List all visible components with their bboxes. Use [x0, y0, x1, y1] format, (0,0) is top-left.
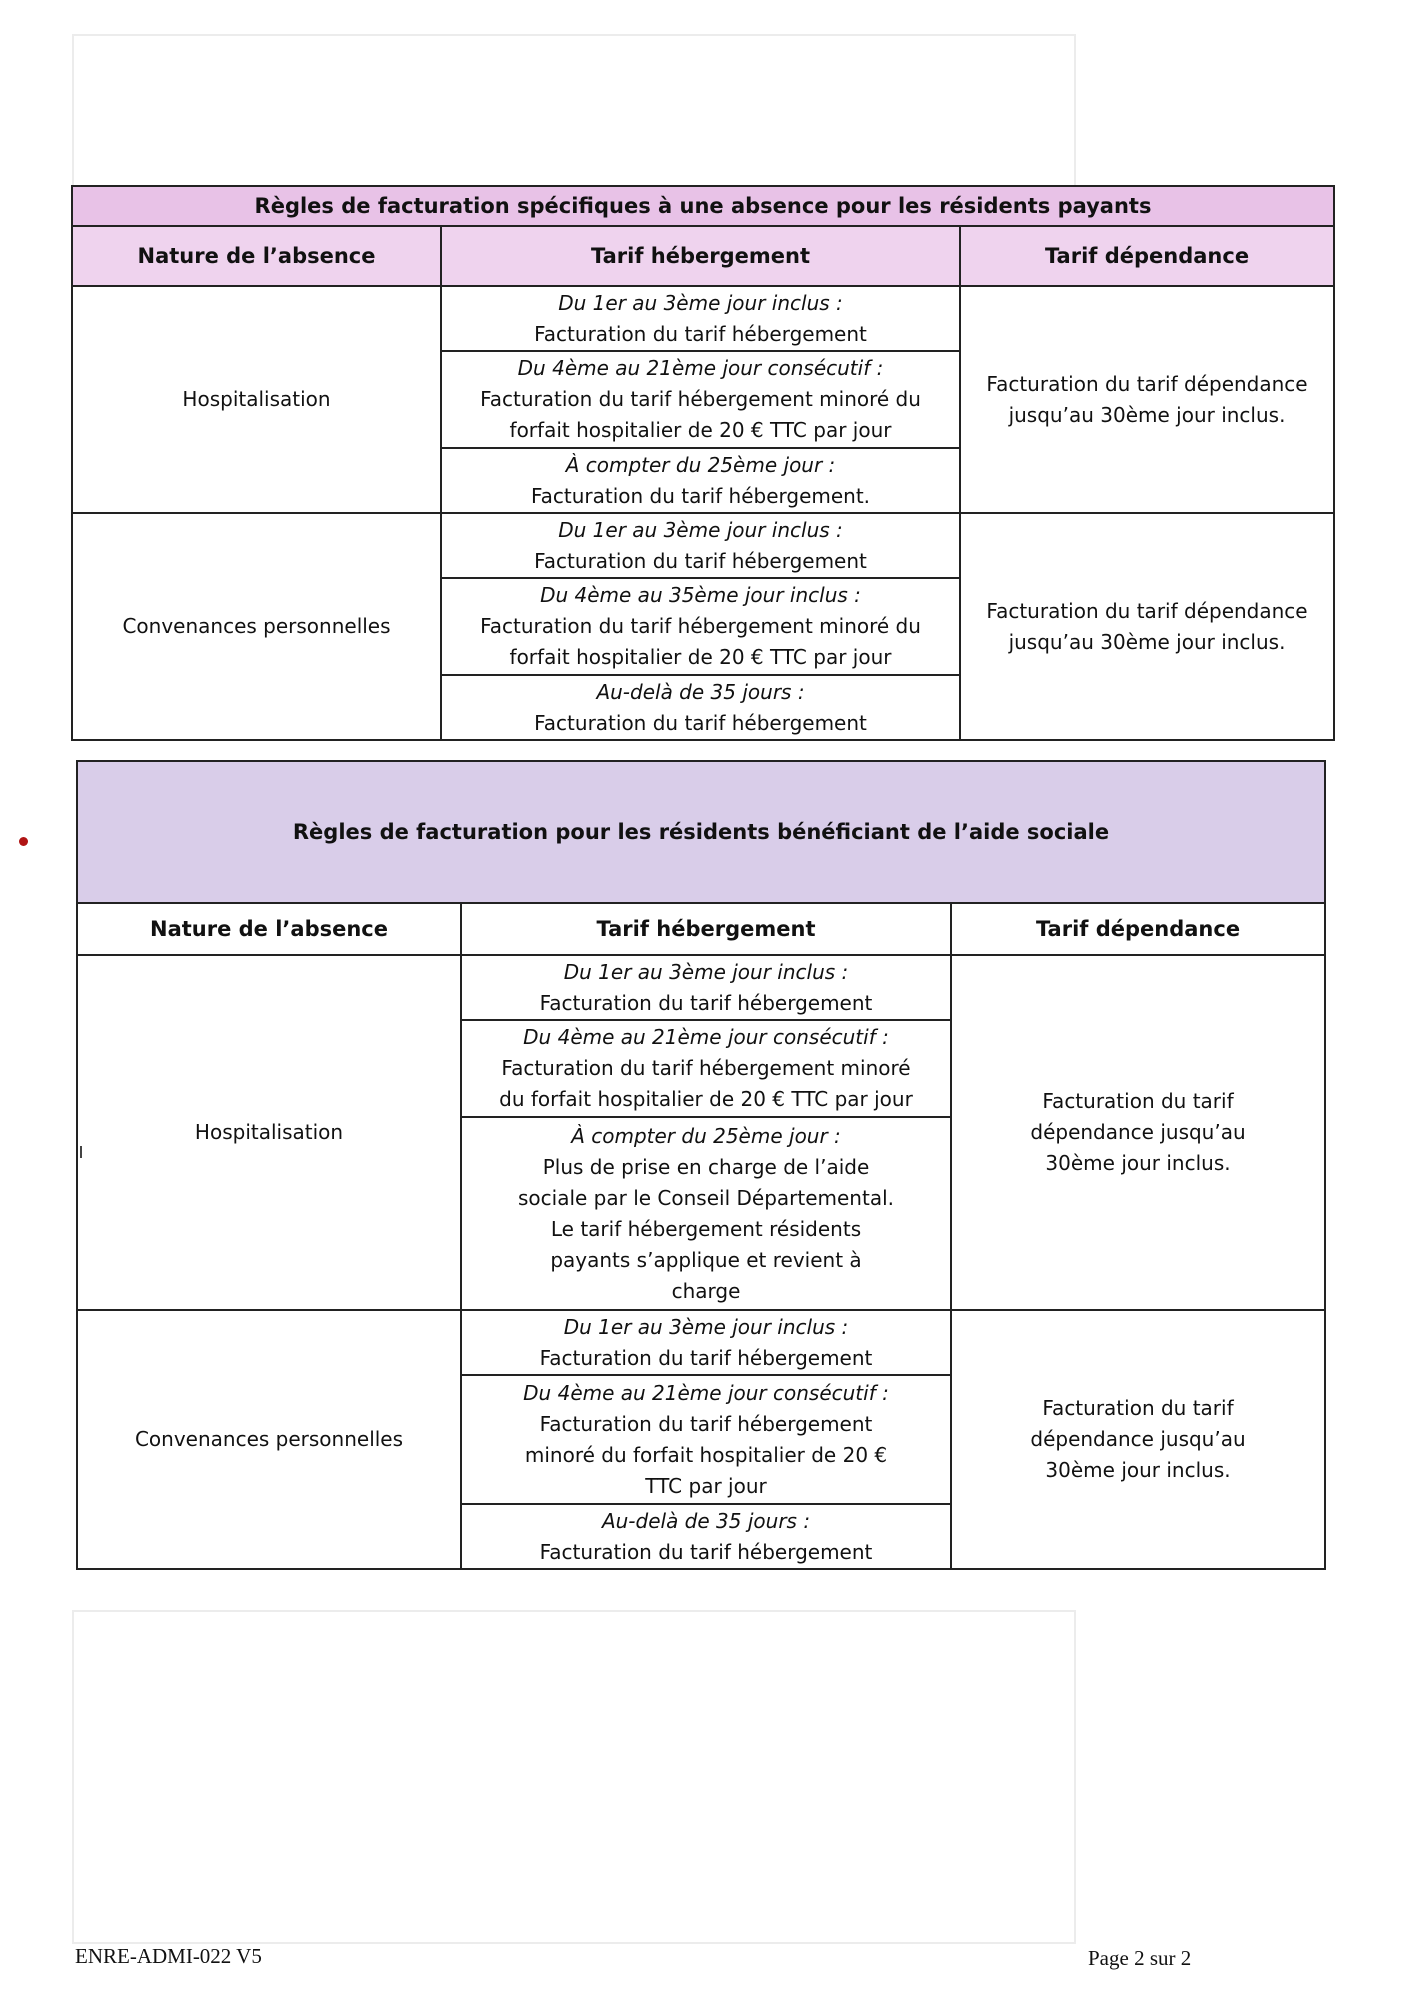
- show-through-header-box: [72, 34, 1076, 188]
- conv-period-2: Du 4ème au 21ème jour consécutif : Facturation du tarif hébergement minoré du forfait hospitalier de 20 € TTC par jour: [461, 1375, 951, 1504]
- billing-rules-social-aid-table: [76, 760, 1326, 1570]
- hosp-period-1: Du 1er au 3ème jour inclus : Facturation du tarif hébergement: [441, 286, 960, 351]
- conv-period-2: Du 4ème au 35ème jour inclus : Facturation du tarif hébergement minoré du forfait hospitalier de 20 € TTC par jour: [441, 578, 960, 675]
- conv-period-1: Du 1er au 3ème jour inclus : Facturation du tarif hébergement: [441, 513, 960, 578]
- column-header-accommodation-rate: Tarif hébergement: [461, 903, 951, 955]
- column-header-dependency-rate: Tarif dépendance: [951, 903, 1325, 955]
- hosp-period-2: Du 4ème au 21ème jour consécutif : Facturation du tarif hébergement minoré du forfait hospitalier de 20 € TTC par jour: [461, 1020, 951, 1117]
- conv-period-3: Au-delà de 35 jours : Facturation du tarif hébergement: [441, 675, 960, 740]
- billing-rules-paying-residents-table: [71, 185, 1335, 741]
- hosp-dependency-rule: Facturation du tarif dépendance jusqu’au 30ème jour inclus.: [951, 955, 1325, 1310]
- column-header-accommodation-rate: Tarif hébergement: [441, 226, 960, 286]
- row-label-hospitalisation: Hospitalisation: [77, 955, 461, 1310]
- scan-dot-mark: [19, 837, 28, 846]
- hosp-period-1: Du 1er au 3ème jour inclus : Facturation du tarif hébergement: [461, 955, 951, 1020]
- column-header-dependency-rate: Tarif dépendance: [960, 226, 1334, 286]
- row-label-personal-leave: Convenances personnelles: [77, 1310, 461, 1569]
- table-title: Règles de facturation pour les résidents bénéficiant de l’aide sociale: [77, 761, 1325, 903]
- row-label-hospitalisation: Hospitalisation: [72, 286, 441, 513]
- show-through-lower-box: [72, 1610, 1076, 1944]
- hosp-period-3: À compter du 25ème jour : Facturation du tarif hébergement.: [441, 448, 960, 513]
- conv-period-1: Du 1er au 3ème jour inclus : Facturation du tarif hébergement: [461, 1310, 951, 1375]
- hosp-period-2: Du 4ème au 21ème jour consécutif : Facturation du tarif hébergement minoré du forfait hospitalier de 20 € TTC par jour: [441, 351, 960, 448]
- row-label-personal-leave: Convenances personnelles: [72, 513, 441, 740]
- scan-tick-mark: [80, 1146, 82, 1158]
- page-number: Page 2 sur 2: [1088, 1946, 1192, 1970]
- column-header-absence-type: Nature de l’absence: [72, 226, 441, 286]
- conv-dependency-rule: Facturation du tarif dépendance jusqu’au 30ème jour inclus.: [951, 1310, 1325, 1569]
- hosp-period-3: À compter du 25ème jour : Plus de prise en charge de l’aide sociale par le Conseil Départemental. Le tarif hébergement résidents payants s’applique et revient à charge: [461, 1117, 951, 1310]
- column-header-absence-type: Nature de l’absence: [77, 903, 461, 955]
- table-title: Règles de facturation spécifiques à une absence pour les résidents payants: [72, 186, 1334, 226]
- conv-dependency-rule: Facturation du tarif dépendance jusqu’au 30ème jour inclus.: [960, 513, 1334, 740]
- document-reference: ENRE-ADMI-022 V5: [75, 1944, 262, 1968]
- hosp-dependency-rule: Facturation du tarif dépendance jusqu’au 30ème jour inclus.: [960, 286, 1334, 513]
- conv-period-3: Au-delà de 35 jours : Facturation du tarif hébergement: [461, 1504, 951, 1569]
